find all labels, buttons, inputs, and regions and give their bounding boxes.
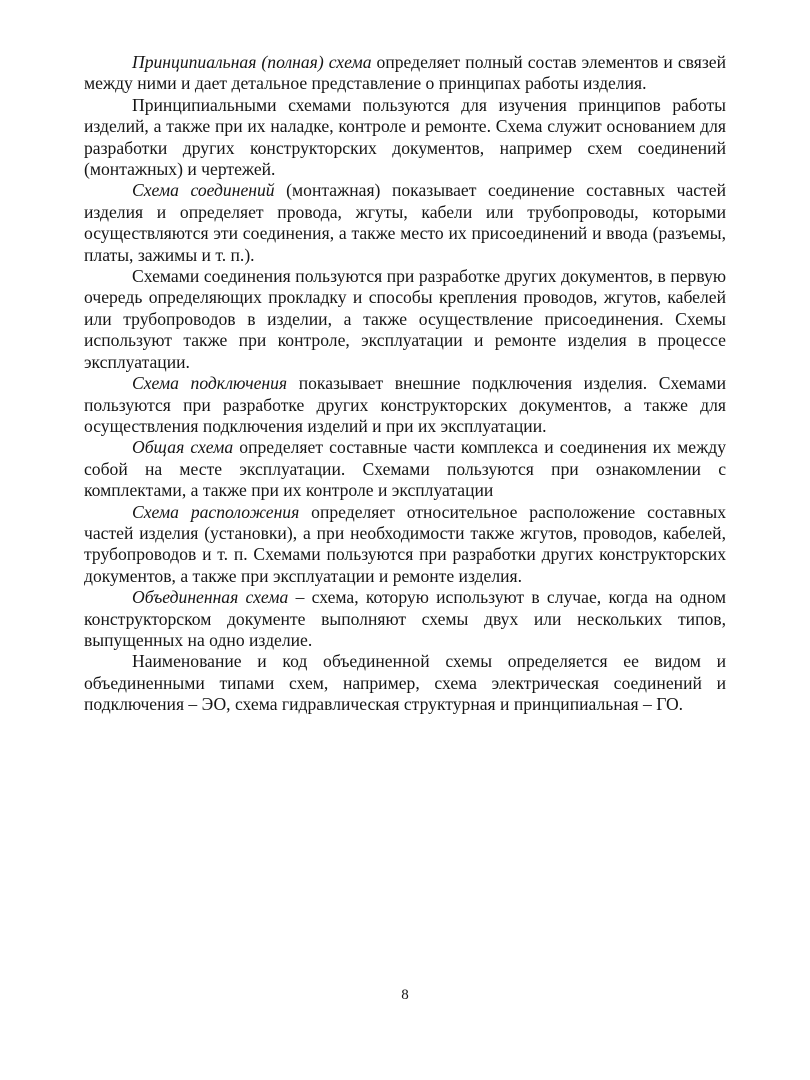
paragraph-general-scheme [84,437,726,501]
paragraph-text: Принципиальными схемами пользуются для изучения принципов работы изделий, а также при их наладке, контроле и ремонте. Схема служит основанием для разработки других конструкторских документов, например схем соединений (монтажных) и чертежей. [84,94,726,180]
term-combined-scheme: Объединенная схема [132,587,289,608]
paragraph-text: определяет относительное расположение составных частей изделия (установки), а при необходимости также жгутов, проводов, кабелей, трубопроводов и т. п. Схемами пользуются при разработки других конструкторских документов, а также при эксплуатации и ремонте изделия. [84,501,726,586]
paragraph-text: Наименование и код объединенной схемы определяется ее видом и объединенными типами схем, например, схема электрическая соединений и подключения – ЭО, схема гидравлическая структурная и принципиальная – ГО. [84,651,726,715]
term-layout-scheme: Схема расположения [132,501,300,522]
paragraph-principal-usage [84,95,726,181]
paragraph-text: определяет составные части комплекса и соединения их между собой на месте эксплуатации. Схемами пользуются при ознакомлении с комплектами, а также при их контроле и эксплуатации [84,437,726,501]
paragraph-text: определяет полный состав элементов и связей между ними и дает детальное представление о принципах работы изделия. [84,52,726,94]
term-general-scheme: Общая схема [132,437,234,458]
paragraph-layout-scheme [84,502,726,588]
document-body [84,52,726,716]
paragraph-text: Схемами соединения пользуются при разработке других документов, в первую очередь определяющих прокладку и способы крепления проводов, жгутов, кабелей или трубопроводов в изделии, а также осуществление присоединения. Схемы используют также при контроле, эксплуатации и ремонте изделия в процессе эксплуатации. [84,266,726,372]
paragraph-combined-scheme [84,587,726,651]
paragraph-principal-scheme [84,52,726,95]
paragraph-connection-usage [84,266,726,373]
paragraph-text: (монтажная) показывает соединение составных частей изделия и определяет провода, жгуты, кабели или трубопроводы, которыми осуществляются эти соединения, а также место их присоединений и ввода (разъемы, платы, зажимы и т. п.). [84,180,726,265]
paragraph-text: показывает внешние подключения изделия. Схемами пользуются при разработке других конструкторских документов, а также для осуществления подключения изделий и при их эксплуатации. [84,373,726,436]
paragraph-text: – схема, которую используют в случае, когда на одном конструкторском документе выполняют схемы двух или нескольких типов, выпущенных на одно изделие. [84,587,726,650]
term-connection-scheme: Схема соединений [132,180,275,201]
paragraph-wiring-scheme [84,373,726,437]
term-principal-scheme: Принципиальная (полная) схема [132,52,372,72]
page-number: 8 [401,987,409,1003]
term-wiring-scheme: Схема подключения [132,373,288,394]
paragraph-connection-scheme [84,180,726,266]
paragraph-combined-code [84,651,726,715]
